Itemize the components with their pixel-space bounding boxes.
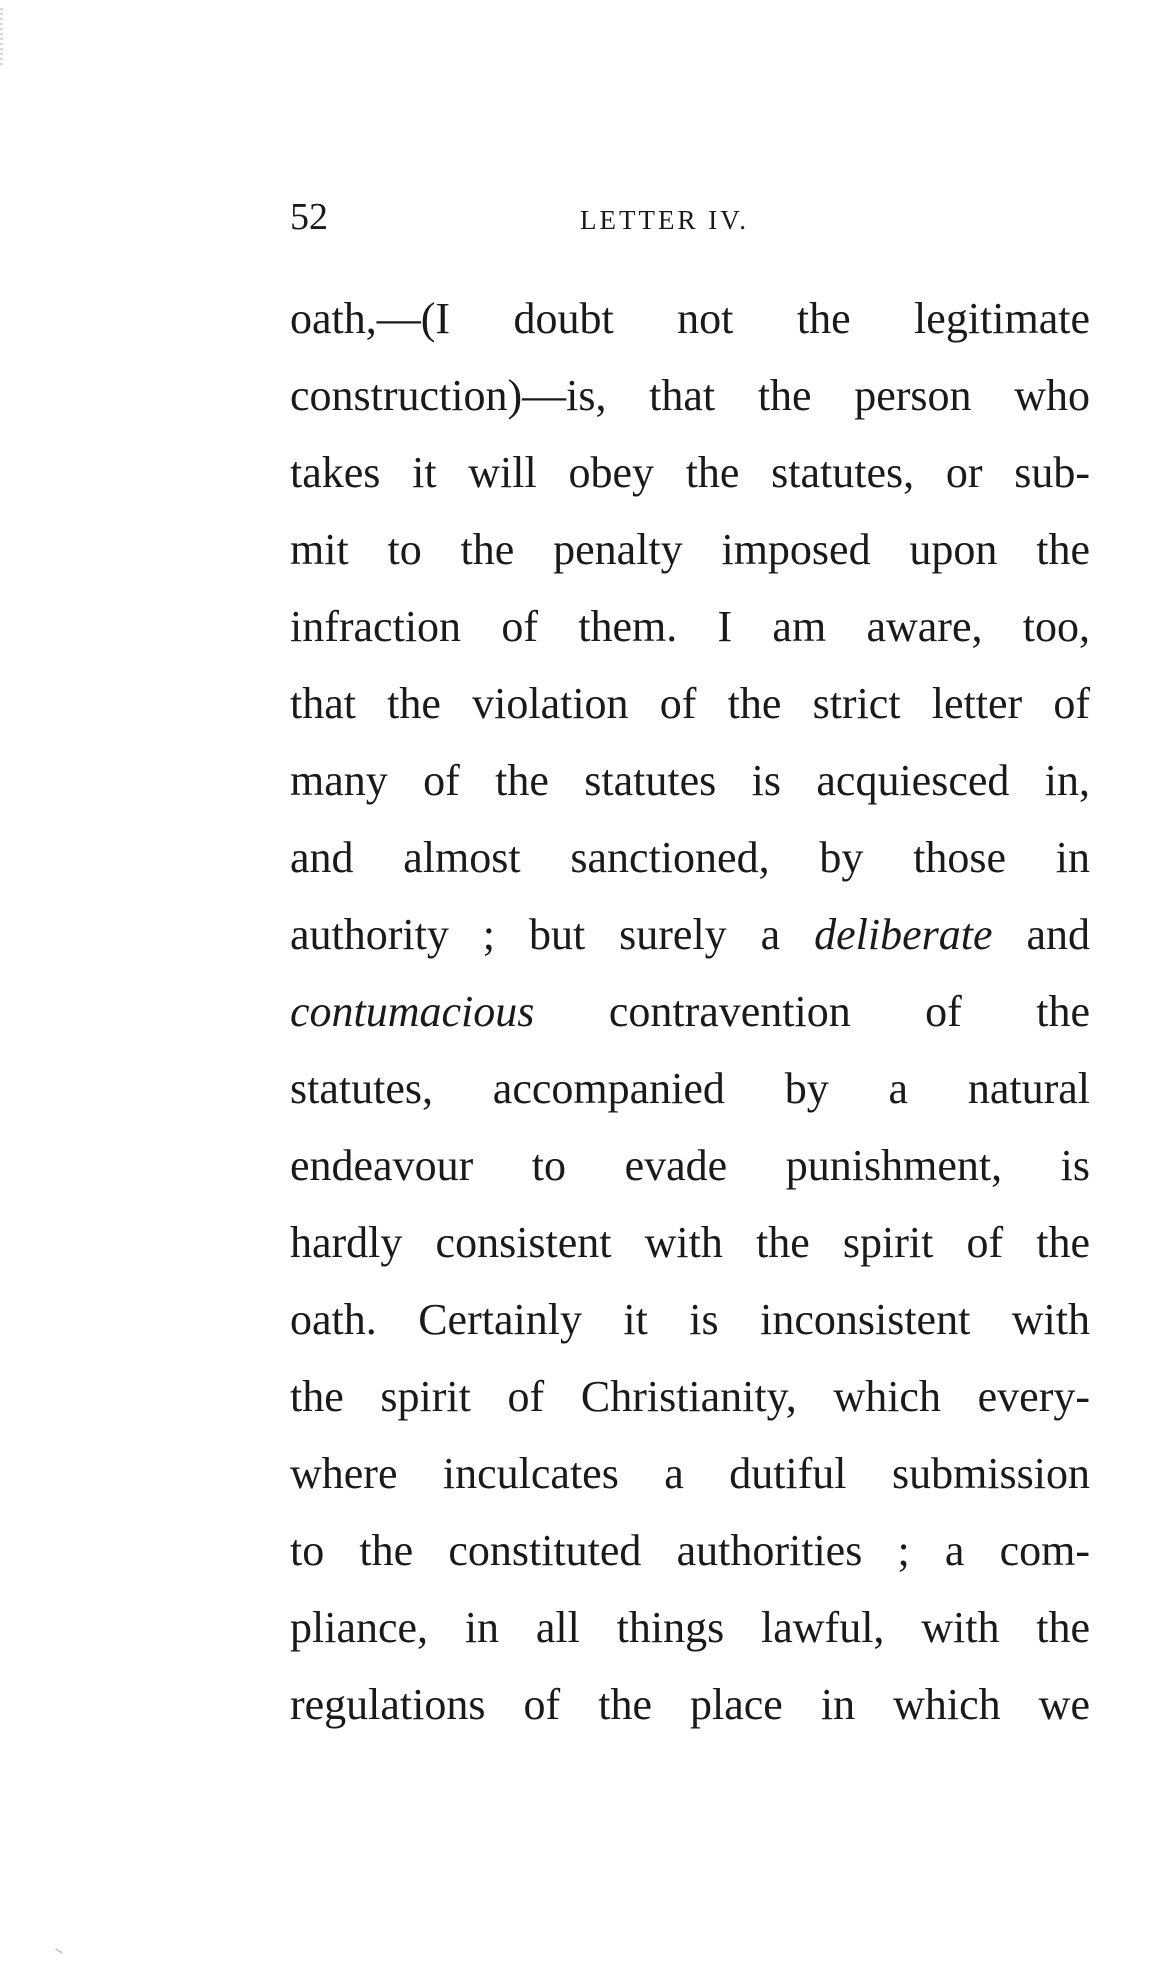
text-line: the spirit of Christianity, which every-: [290, 1372, 1090, 1421]
text-line: and almost sanctioned, by those in: [290, 833, 1090, 882]
text-line: oath,—(I doubt not the legitimate: [290, 294, 1090, 343]
text-line: where inculcates a dutiful submission: [290, 1449, 1090, 1498]
text-line: takes it will obey the statutes, or sub-: [290, 448, 1090, 497]
text-line: oath. Certainly it is inconsistent with: [290, 1295, 1090, 1344]
text-line: mit to the penalty imposed upon the: [290, 525, 1090, 574]
text-line: that the violation of the strict letter of: [290, 679, 1090, 728]
italic-word: contumacious: [290, 987, 535, 1036]
page-header: [290, 195, 1090, 245]
text-line: to the constituted authorities ; a com-: [290, 1526, 1090, 1575]
body-text: [290, 280, 1090, 1743]
text-line: statutes, accompanied by a natural: [290, 1064, 1090, 1113]
text-line: many of the statutes is acquiesced in,: [290, 756, 1090, 805]
page-edge-mark: [0, 8, 3, 68]
running-head: LETTER IV.: [580, 205, 749, 235]
text-line: construction)—is, that the person who: [290, 371, 1090, 420]
corner-mark: [55, 1948, 63, 1954]
text-line: infraction of them. I am aware, too,: [290, 602, 1090, 651]
italic-word: deliberate: [814, 910, 993, 959]
text-line: contumacious contravention of the: [290, 987, 1090, 1036]
text-line: endeavour to evade punishment, is: [290, 1141, 1090, 1190]
text-line: authority ; but surely a deliberate and: [290, 910, 1090, 959]
page-number: 52: [290, 196, 328, 238]
text-line: pliance, in all things lawful, with the: [290, 1603, 1090, 1652]
text-line: regulations of the place in which we: [290, 1680, 1090, 1729]
text-line: hardly consistent with the spirit of the: [290, 1218, 1090, 1267]
